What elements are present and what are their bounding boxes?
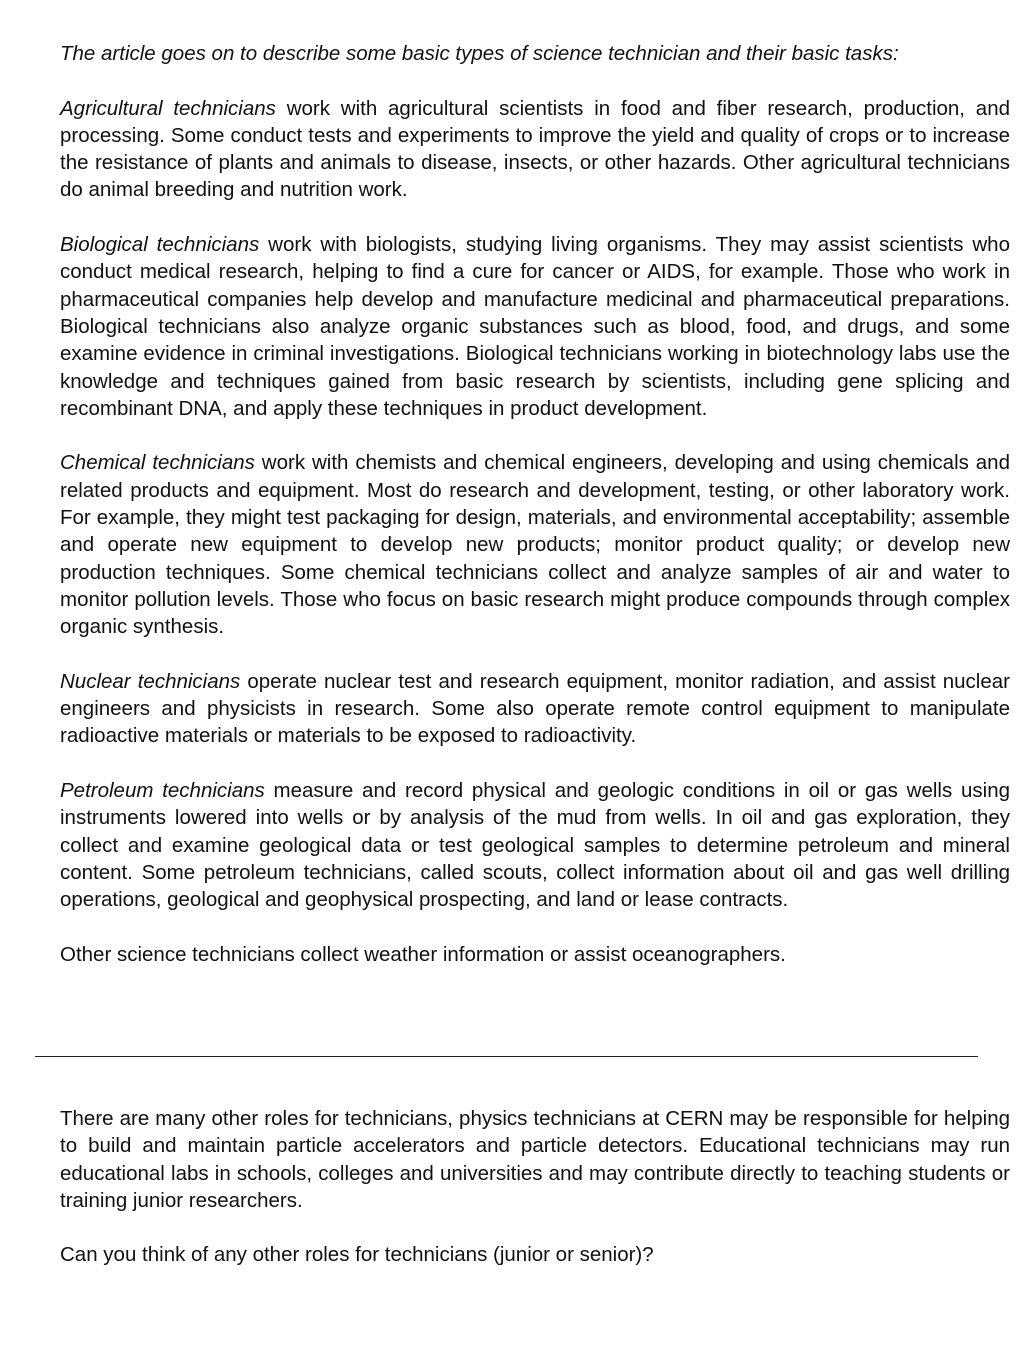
nuclear-paragraph — [60, 668, 1010, 750]
other-technicians-paragraph: Other science technicians collect weather information or assist oceanographers. — [60, 942, 786, 966]
question-paragraph: Can you think of any other roles for technicians (junior or senior)? — [60, 1243, 654, 1267]
biological-term: Biological technicians — [60, 233, 260, 257]
biological-text: work with biologists, studying living organisms. They may assist scientists who conduct medical research, helping to find a cure for cancer or AIDS, for example. Those who work in pharmaceutical companies help develop and manufacture medicinal and pharmaceutical preparations. Biological technicians also analyze organic substances such as blood, food, and drugs, and some examine evidence in criminal investigations. Biological technicians working in biotechnology labs use the knowledge and techniques gained from basic research by scientists, including gene splicing and recombinant DNA, and apply these techniques in product development. — [60, 233, 1010, 420]
petroleum-term: Petroleum technicians — [60, 779, 265, 803]
biological-paragraph — [60, 231, 1010, 422]
nuclear-text: operate nuclear test and research equipment, monitor radiation, and assist nuclear engineers and physicists in research. Some also operate remote control equipment to manipulate radioactive materials or materials to be exposed to radioactivity. — [60, 669, 1010, 748]
chemical-term: Chemical technicians — [60, 451, 255, 475]
roles-paragraph: There are many other roles for technicians, physics technicians at CERN may be responsible for helping to build and maintain particle accelerators and particle detectors. Educational technicians may run educational labs in schools, colleges and universities and may contribute directly to teaching students or training junior researchers. — [60, 1107, 1010, 1212]
chemical-paragraph — [60, 449, 1010, 640]
article-body — [60, 40, 1010, 968]
petroleum-paragraph — [60, 777, 1010, 913]
roles-section — [60, 1105, 1010, 1269]
agricultural-paragraph — [60, 95, 1010, 204]
agricultural-text: work with agricultural scientists in food and fiber research, production, and processing. Some conduct tests and experiments to improve the yield and quality of crops or to increase the resistance of plants and animals to disease, insects, or other hazards. Other agricultural technicians do animal breeding and nutrition work. — [60, 96, 1011, 202]
horizontal-divider — [35, 1056, 978, 1057]
petroleum-text: measure and record physical and geologic conditions in oil or gas wells using instruments lowered into wells or by analysis of the mud from wells. In oil and gas exploration, they collect and examine geological data or test geological samples to determine petroleum and mineral content. Some petroleum technicians, called scouts, collect information about oil and gas well drilling operations, geological and geophysical prospecting, and land or lease contracts. — [60, 779, 1011, 912]
intro-paragraph — [60, 40, 1010, 67]
nuclear-term: Nuclear technicians — [60, 669, 241, 693]
chemical-text: work with chemists and chemical engineers, developing and using chemicals and related products and equipment. Most do research and development, testing, or other laboratory work. For example, they might test packaging for design, materials, and environmental acceptability; assemble and operate new equipment to develop new products; monitor product quality; or develop new production techniques. Some chemical technicians collect and analyze samples of air and water to monitor pollution levels. Those who focus on basic research might produce compounds through complex organic synthesis. — [60, 451, 1010, 639]
agricultural-term: Agricultural technicians — [60, 96, 276, 120]
intro-text: The article goes on to describe some basic types of science technician and their basic tasks: — [60, 42, 899, 65]
